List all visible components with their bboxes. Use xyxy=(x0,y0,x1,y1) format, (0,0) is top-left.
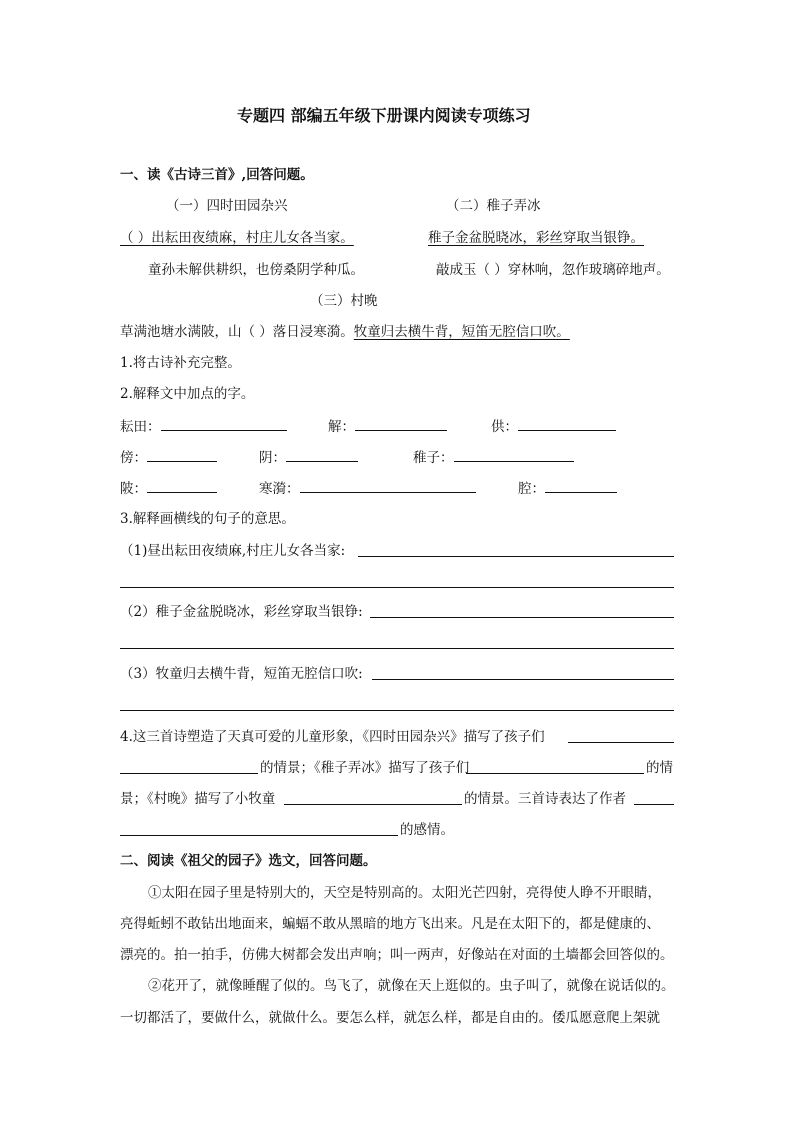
question-4-line3: 景；《村晚》描写了小牧童 xyxy=(120,791,276,807)
question-4-text-e: 的情景。三首诗表达了作者 xyxy=(464,791,626,807)
word-jie xyxy=(328,417,447,436)
question-3-3: （3）牧童归去横牛背，短笛无腔信口吹: xyxy=(120,666,363,682)
word-bang xyxy=(120,448,217,467)
poem1-line2: 童孙未解供耕织，也傍桑阴学种瓜。 xyxy=(148,262,364,278)
poem2-line1: 稚子金盆脱晓冰，彩丝穿取当银铮。 xyxy=(428,230,644,246)
poem1-line1-blank: （ ） xyxy=(120,230,152,246)
word-hanyi xyxy=(259,479,476,498)
word-yuntian xyxy=(120,417,287,436)
question-3-2: （2）稚子金盆脱晓冰，彩丝穿取当银铮: xyxy=(120,604,363,620)
question-4-text-c: 的情 xyxy=(646,760,673,776)
answer-blank[interactable] xyxy=(454,448,574,462)
poem2-line2: 敲成玉（ ）穿林响，忽作玻璃碎地声。 xyxy=(436,262,670,278)
word-yin-label: 阴： xyxy=(259,450,286,466)
word-gong xyxy=(491,417,616,436)
answer-blank[interactable] xyxy=(518,417,616,431)
answer-blank[interactable] xyxy=(147,448,217,462)
question-4-line2 xyxy=(260,759,469,777)
answer-blank[interactable] xyxy=(545,479,617,493)
question-1: 1.将古诗补充完整。 xyxy=(120,355,241,371)
question-4-text-a: 4.这三首诗塑造了天真可爱的儿童形象，《四时田园杂兴》描写了孩子们 xyxy=(120,729,545,745)
answer-blank[interactable] xyxy=(355,417,447,431)
word-bei xyxy=(120,479,217,498)
word-hanyi-label: 寒漪： xyxy=(259,481,300,497)
answer-line[interactable] xyxy=(120,773,258,774)
poem3-line xyxy=(120,323,570,341)
answer-line[interactable] xyxy=(370,617,674,618)
word-jie-label: 解： xyxy=(328,419,355,435)
word-qiang xyxy=(518,479,617,498)
word-yuntian-label: 耘田： xyxy=(120,419,161,435)
answer-blank[interactable] xyxy=(286,448,358,462)
passage-p2-line2: 一切都活了，要做什么，就做什么。要怎么样，就怎么样，都是自由的。倭瓜愿意爬上架就 xyxy=(120,1010,660,1026)
answer-blank[interactable] xyxy=(147,479,217,493)
poem2-title: （二）稚子弄冰 xyxy=(446,198,541,214)
poem3-line-a: 草满池塘水满陂，山（ ）落日浸寒漪。 xyxy=(120,324,354,340)
question-3-1: （1)昼出耘田夜绩麻,村庄儿女各当家: xyxy=(120,543,346,559)
poem1-title: （一）四时田园杂兴 xyxy=(166,198,288,214)
word-qiang-label: 腔： xyxy=(518,481,545,497)
poem1-line1-text: 出耘田夜绩麻，村庄儿女各当家。 xyxy=(151,230,354,246)
answer-line[interactable] xyxy=(120,835,398,836)
answer-blank[interactable] xyxy=(300,479,476,493)
answer-line[interactable] xyxy=(634,804,674,805)
poem3-line-b: 牧童归去横牛背，短笛无腔信口吹。 xyxy=(353,324,570,340)
question-3: 3.解释画横线的句子的意思。 xyxy=(120,511,295,527)
question-4-text-f: 的感情。 xyxy=(400,822,454,838)
section1-heading: 一、读《古诗三首》,回答问题。 xyxy=(120,167,314,183)
word-bang-label: 傍： xyxy=(120,450,147,466)
answer-line[interactable] xyxy=(358,556,674,557)
word-bei-label: 陂： xyxy=(120,481,147,497)
page-title: 专题四 部编五年级下册课内阅读专项练习 xyxy=(237,106,531,125)
answer-line[interactable] xyxy=(284,804,462,805)
answer-line[interactable] xyxy=(120,648,674,649)
word-zhizi xyxy=(413,448,574,467)
answer-line[interactable] xyxy=(120,587,674,588)
question-2: 2.解释文中加点的字。 xyxy=(120,386,255,402)
answer-blank[interactable] xyxy=(161,417,287,431)
answer-line[interactable] xyxy=(466,773,644,774)
poem1-line1 xyxy=(120,229,354,247)
question-4-text-b: 的情景；《稚子弄冰》描写了孩子们 xyxy=(260,760,470,776)
passage-p1-line2: 亮得蚯蚓不敢钻出地面来，蝙蝠不敢从黑暗的地方飞出来。凡是在太阳下的，都是健康的、 xyxy=(120,916,660,932)
answer-line[interactable] xyxy=(120,710,674,711)
passage-p1-line3: 漂亮的。拍一拍手，仿佛大树都会发出声响；叫一两声，好像站在对面的土墙都会回答似的。 xyxy=(120,947,674,963)
section2-heading: 二、阅读《祖父的园子》选文，回答问题。 xyxy=(120,853,377,869)
answer-line[interactable] xyxy=(568,742,674,743)
word-gong-label: 供： xyxy=(491,419,518,435)
passage-p1-line1: ①太阳在园子里是特别大的，天空是特别高的。太阳光芒四射，亮得使人睁不开眼睛， xyxy=(148,885,661,901)
poem3-title: （三）村晚 xyxy=(310,293,378,309)
word-yin xyxy=(259,448,358,467)
answer-line[interactable] xyxy=(372,679,674,680)
passage-p2-line1: ②花开了，就像睡醒了似的。鸟飞了，就像在天上逛似的。虫子叫了，就像在说话似的。 xyxy=(148,978,675,994)
word-zhizi-label: 稚子： xyxy=(413,450,454,466)
question-4-line1 xyxy=(120,728,545,746)
